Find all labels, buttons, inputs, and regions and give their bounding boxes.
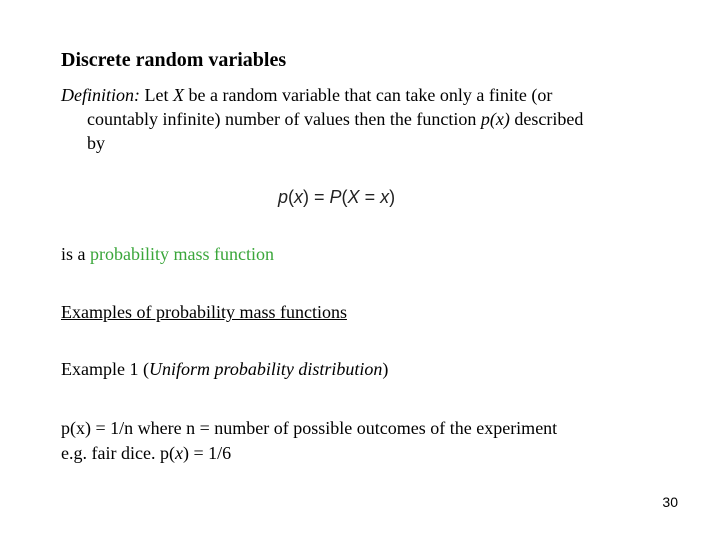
dice-example (61, 443, 231, 464)
dice-var: x (174, 443, 183, 463)
definition-line-2 (61, 107, 661, 131)
example-1-prefix: Example 1 ( (61, 359, 149, 379)
dice-prefix: e.g. fair dice. p( (61, 443, 175, 463)
example-1-heading (61, 359, 388, 380)
example-1-suffix: ) (382, 359, 389, 379)
definition-line-2-text: countably infinite) number of values then the function (87, 109, 481, 129)
definition-text-3: described (509, 109, 584, 129)
definition-function: p(x) (480, 109, 510, 129)
definition-line-3: by (87, 133, 105, 153)
uniform-formula: p(x) = 1/n where n = number of possible outcomes of the experiment (61, 418, 558, 438)
definition-var-x: X (173, 85, 184, 105)
definition-label: Definition: (61, 85, 140, 105)
definition-text-2: be a random variable that can take only a finite (or (184, 85, 553, 105)
formula-equals: = (309, 187, 330, 207)
examples-heading: Examples of probability mass functions (61, 302, 347, 322)
pmf-term: probability mass function (90, 244, 274, 264)
formula-rhs-close: ) (389, 187, 396, 207)
page-number: 30 (662, 494, 678, 510)
definition-text-1: Let (140, 85, 173, 105)
formula-rhs-X: X (347, 187, 360, 207)
pmf-prefix: is a (61, 244, 90, 264)
definition-line-1 (61, 83, 661, 107)
definition-paragraph (61, 83, 661, 155)
formula-lhs-open: ( (288, 187, 295, 207)
dice-suffix: ) = 1/6 (182, 443, 232, 463)
pmf-statement (61, 244, 274, 265)
example-1-name: Uniform probability distribution (148, 359, 383, 379)
formula-rhs-P: P (329, 187, 342, 207)
formula-rhs-x: x (380, 187, 390, 207)
formula-rhs-equals: = (359, 187, 381, 207)
formula-lhs-close: ) (303, 187, 310, 207)
formula-rhs-open: ( (341, 187, 348, 207)
formula-lhs-x: x (294, 187, 304, 207)
formula-lhs-p: p (278, 187, 289, 207)
pmf-formula (278, 187, 395, 208)
slide-title: Discrete random variables (61, 49, 287, 71)
